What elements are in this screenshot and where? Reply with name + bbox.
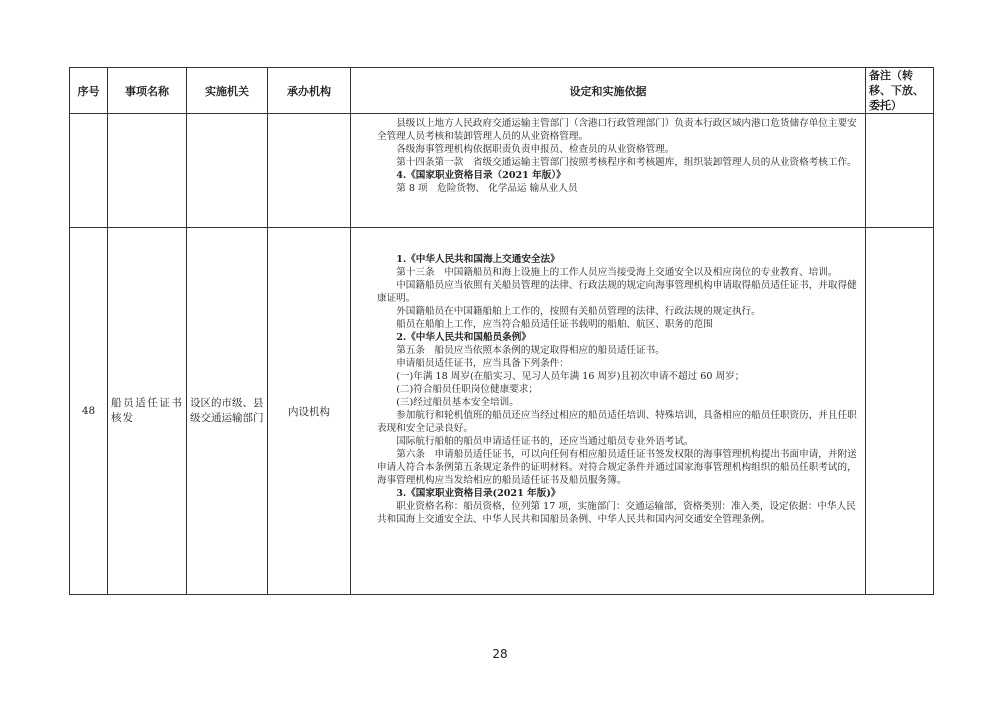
- cell-name-empty: [108, 114, 187, 228]
- header-implementing-agency: 实施机关: [187, 68, 268, 114]
- basis-law-title: 1.《中华人民共和国海上交通安全法》: [396, 254, 560, 265]
- basis-law-title: 2.《中华人民共和国船员条例》: [396, 332, 531, 343]
- basis-paragraph: 参加航行和轮机值班的船员还应当经过相应的船员适任培训、特殊培训，具备相应的船员任职资历，并且任职表现和安全记录良好。: [377, 410, 857, 434]
- cell-org-empty: [187, 114, 268, 228]
- basis-paragraph: 第六条 申请船员适任证书，可以向任何有相应船员适任证书签发权限的海事管理机构提出书面申请，并附送申请人符合本条例第五条规定条件的证明材料。对符合规定条件并通过国家海事管理机构组织的船员任职考试的，海事管理机构应当发给相应的船员适任证书及船员服务簿。: [377, 449, 857, 486]
- cell-legal-basis-continued: [351, 114, 866, 228]
- cell-remark: [866, 228, 934, 595]
- cell-item-name: 船员适任证书核发: [108, 228, 187, 595]
- basis-law-title: 3.《国家职业资格目录(2021 年版)》: [396, 488, 561, 499]
- basis-paragraph: 第五条 船员应当依照本条例的规定取得相应的船员适任证书。: [396, 345, 665, 356]
- basis-law-title: 4.《国家职业资格目录（2021 年版）》: [396, 170, 566, 181]
- basis-paragraph: 中国籍船员应当依照有关船员管理的法律、行政法规的规定向海事管理机构申请取得船员适任证书，并取得健康证明。: [377, 280, 857, 304]
- basis-paragraph: 第十三条 中国籍船员和海上设施上的工作人员应当接受海上交通安全以及相应岗位的专业教育、培训。: [396, 267, 838, 278]
- header-handling-unit: 承办机构: [268, 68, 351, 114]
- cell-seq: 48: [70, 228, 108, 595]
- basis-paragraph: 外国籍船员在中国籍船舶上工作的，按照有关船员管理的法律、行政法规的规定执行。: [396, 306, 761, 317]
- cell-legal-basis: [351, 228, 866, 595]
- basis-paragraph: 县级以上地方人民政府交通运输主管部门（含港口行政管理部门）负责本行政区域内港口危货储存单位主要安全管理人员考核和装卸管理人员的从业资格管理。: [377, 118, 857, 142]
- basis-paragraph: (二)符合船员任职岗位健康要求；: [396, 384, 538, 395]
- basis-paragraph: 船员在船舶上工作，应当符合船员适任证书载明的船舶、航区、职务的范围: [396, 319, 713, 330]
- cell-remark-empty: [866, 114, 934, 228]
- header-legal-basis: 设定和实施依据: [351, 68, 866, 114]
- cell-seq-empty: [70, 114, 108, 228]
- header-item-name: 事项名称: [108, 68, 187, 114]
- basis-paragraph: (三)经过船员基本安全培训。: [396, 397, 519, 408]
- basis-paragraph: 国际航行船舶的船员申请适任证书的，还应当通过船员专业外语考试。: [396, 436, 694, 447]
- basis-paragraph: (一)年满 18 周岁(在船实习、见习人员年满 16 周岁)且初次申请不超过 60 周岁；: [396, 371, 745, 382]
- cell-implementing-agency: 设区的市级、县级交通运输部门: [187, 228, 268, 595]
- items-table: [69, 67, 934, 595]
- page-number: 28: [492, 647, 508, 661]
- basis-paragraph: 第 8 项 危险货物、 化学品运 输从业人员: [396, 183, 578, 194]
- cell-handling-unit: 内设机构: [268, 228, 351, 595]
- basis-paragraph: 申请船员适任证书，应当具备下列条件：: [396, 358, 569, 369]
- table-header-row: [70, 68, 934, 114]
- header-seq: 序号: [70, 68, 108, 114]
- header-remarks: 备注（转移、下放、委托）: [866, 68, 934, 114]
- table-row-continuation: [70, 114, 934, 228]
- cell-handler-empty: [268, 114, 351, 228]
- basis-paragraph: 各级海事管理机构依据职责负责申报员、检查员的从业资格管理。: [396, 144, 675, 155]
- table-row-item-48: [70, 228, 934, 595]
- basis-paragraph: 第十四条第一款 省级交通运输主管部门按照考核程序和考核题库，组织装卸管理人员的从业资格考核工作。: [396, 157, 857, 168]
- basis-paragraph: 职业资格名称：船员资格，位列第 17 项，实施部门：交通运输部，资格类别：准入类，设定依据：中华人民共和国海上交通安全法、中华人民共和国船员条例、中华人民共和国内河交通安全管理条例。: [377, 501, 856, 525]
